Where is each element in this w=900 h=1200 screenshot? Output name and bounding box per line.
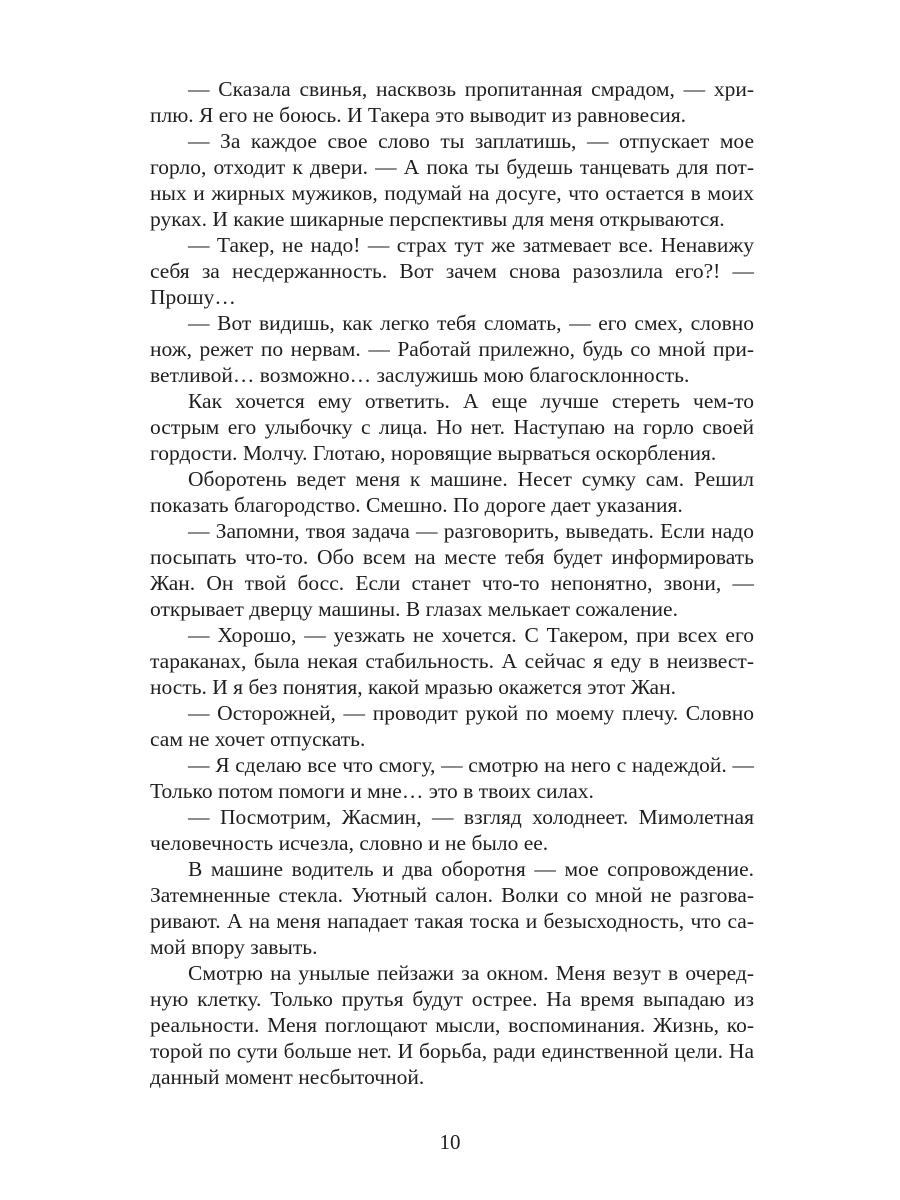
- page-number: 10: [439, 1130, 461, 1154]
- paragraph: — За каждое свое слово ты заплатишь, — отпускает мое горло, отходит к двери. — А пока ты будешь танцевать для потных и жирных мужиков, подумай на досуге, что остается в моих руках. И какие шикарные перспективы для меня открываются.: [150, 129, 754, 231]
- paragraph: — Посмотрим, Жасмин, — взгляд холоднеет. Мимолетная человечность исчезла, словно и не было ее.: [150, 805, 754, 855]
- paragraph: В машине водитель и два оборотня — мое сопровождение. Затемненные стекла. Уютный салон. Волки со мной не разговаривают. А на меня нападает такая тоска и безысходность, что самой впору завыть.: [150, 857, 754, 959]
- paragraph: — Я сделаю все что смогу, — смотрю на него с надеждой. — Только потом помоги и мне… это в твоих силах.: [150, 753, 754, 803]
- paragraph: — Сказала свинья, насквозь пропитанная смрадом, — хриплю. Я его не боюсь. И Такера это выводит из равновесия.: [150, 77, 754, 127]
- paragraph: — Запомни, твоя задача — разговорить, выведать. Если надо посыпать что-то. Обо всем на месте тебя будет информировать Жан. Он твой босс. Если станет что-то непонятно, звони, — открывает дверцу машины. В глазах мелькает сожаление.: [150, 519, 754, 621]
- page-body-text: [150, 76, 754, 1090]
- paragraph: — Вот видишь, как легко тебя сломать, — его смех, словно нож, режет по нервам. — Работай прилежно, будь со мной приветливой… возможно… заслужишь мою благосклонность.: [150, 311, 754, 387]
- paragraph: — Хорошо, — уезжать не хочется. С Такером, при всех его тараканах, была некая стабильность. А сейчас я еду в неизвестность. И я без понятия, какой мразью окажется этот Жан.: [150, 623, 754, 699]
- paragraph: Смотрю на унылые пейзажи за окном. Меня везут в очередную клетку. Только прутья будут острее. На время выпадаю из реальности. Меня поглощают мысли, воспоминания. Жизнь, которой по сути больше нет. И борьба, ради единственной цели. На данный момент несбыточной.: [150, 961, 754, 1089]
- paragraph: Оборотень ведет меня к машине. Несет сумку сам. Решил показать благородство. Смешно. По дороге дает указания.: [150, 467, 754, 517]
- paragraph: — Такер, не надо! — страх тут же затмевает все. Ненавижу себя за несдержанность. Вот зачем снова разозлила его?! — Прошу…: [150, 233, 754, 309]
- paragraph: Как хочется ему ответить. А еще лучше стереть чем-то острым его улыбочку с лица. Но нет. Наступаю на горло своей гордости. Молчу. Глотаю, норовящие вырваться оскорбления.: [150, 389, 754, 465]
- paragraph: — Осторожней, — проводит рукой по моему плечу. Словно сам не хочет отпускать.: [150, 701, 754, 751]
